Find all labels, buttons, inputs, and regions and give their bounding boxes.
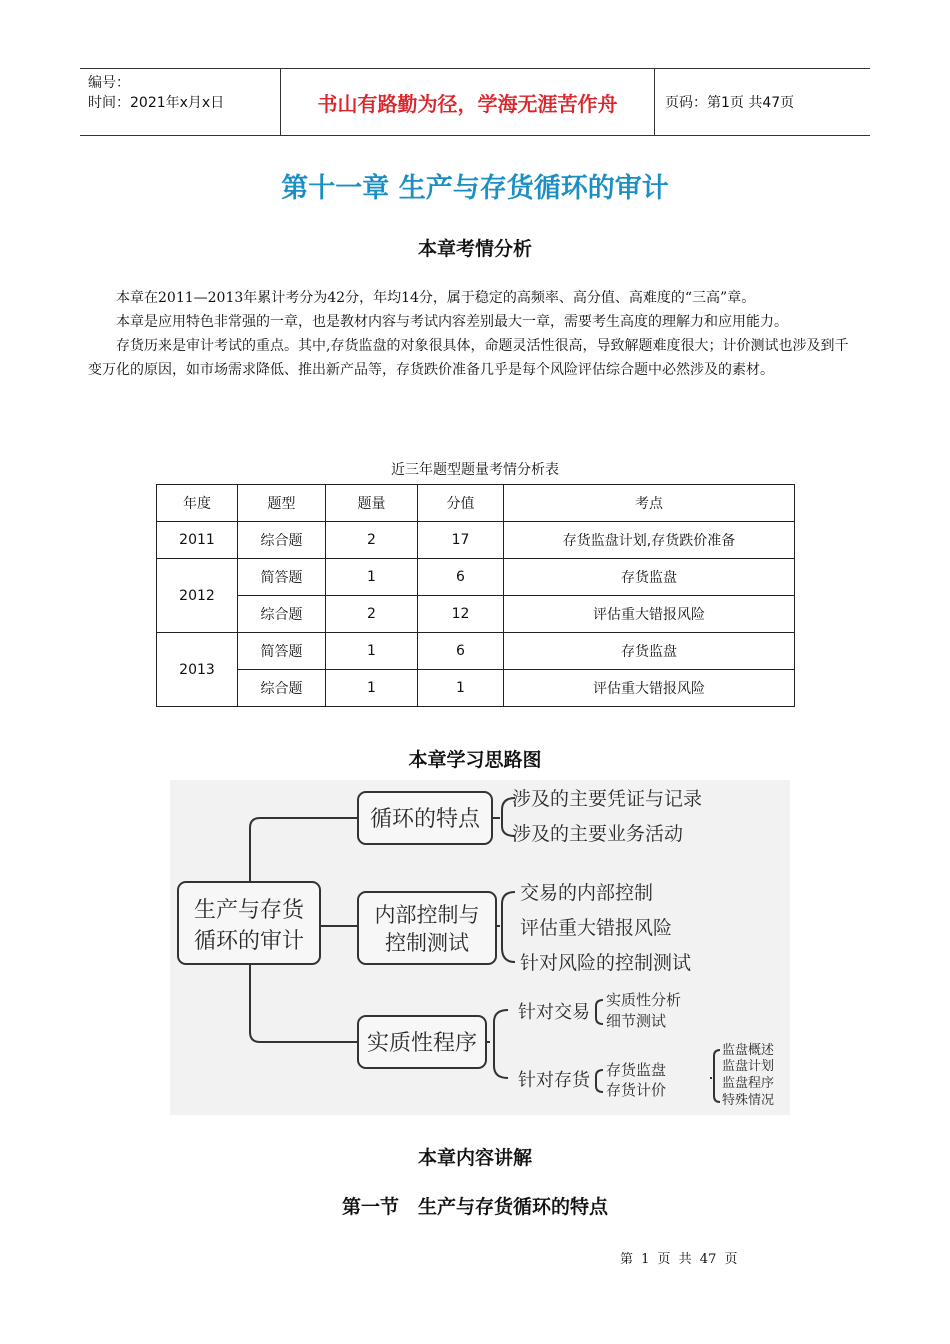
analysis-paragraphs (88, 286, 862, 382)
table-row (157, 596, 795, 633)
sub1-label: 针对交易 (518, 1002, 590, 1023)
branch2-label-line1: 内部控制与 (374, 903, 480, 927)
header-cell: 分值 (418, 485, 504, 522)
count-cell: 2 (326, 522, 418, 559)
sub2-label: 针对存货 (518, 1070, 590, 1091)
root-label-line2: 循环的审计 (193, 929, 305, 954)
table-row (157, 633, 795, 670)
branch2-item: 评估重大错报风险 (520, 917, 673, 939)
analysis-heading: 本章考情分析 (417, 238, 532, 260)
header-motto: 书山有路勤为径，学海无涯苦作舟 (281, 69, 655, 135)
count-cell: 1 (326, 559, 418, 596)
connector-branch3-subs (486, 1010, 508, 1078)
header-cell: 题型 (238, 485, 326, 522)
connector-detail-items (710, 1050, 720, 1102)
type-cell: 综合题 (238, 596, 326, 633)
branch1-label: 循环的特点 (369, 807, 481, 832)
chapter-title: 第十一章 生产与存货循环的审计 (281, 173, 669, 204)
connector-branch2-items (496, 892, 515, 962)
mindmap-diagram (170, 780, 790, 1115)
header-cell: 考点 (504, 485, 795, 522)
point-cell: 存货监盘 (504, 559, 795, 596)
detail-item: 特殊情况 (722, 1093, 775, 1108)
count-cell: 1 (326, 633, 418, 670)
table-header-row (157, 485, 795, 522)
score-cell: 12 (418, 596, 504, 633)
type-cell: 简答题 (238, 633, 326, 670)
score-cell: 1 (418, 670, 504, 707)
branch3-label: 实质性程序 (366, 1031, 478, 1056)
sub2-item: 存货计价 (606, 1081, 667, 1099)
score-cell: 17 (418, 522, 504, 559)
sub1-item: 实质性分析 (606, 991, 682, 1009)
table-caption: 近三年题型题量考情分析表 (391, 462, 559, 478)
type-cell: 简答题 (238, 559, 326, 596)
connector-branch3 (250, 964, 358, 1042)
time-label: 时间：2021年x月x日 (88, 95, 225, 111)
content-heading: 本章内容讲解 (417, 1147, 532, 1169)
type-cell: 综合题 (238, 522, 326, 559)
mindmap-svg (170, 780, 790, 1115)
year-cell: 2013 (157, 633, 238, 707)
branch1-item: 涉及的主要业务活动 (512, 823, 684, 845)
sub2-item: 存货监盘 (606, 1061, 667, 1079)
branch2-item: 交易的内部控制 (520, 882, 654, 904)
point-cell: 存货监盘计划,存货跌价准备 (504, 522, 795, 559)
connector-branch1 (250, 818, 358, 882)
score-cell: 6 (418, 633, 504, 670)
exam-analysis-table (156, 484, 795, 707)
year-cell: 2012 (157, 559, 238, 633)
mindmap-heading: 本章学习思路图 (408, 749, 542, 771)
root-label-line1: 生产与存货 (193, 898, 305, 923)
year-cell: 2011 (157, 522, 238, 559)
branch2-item: 针对风险的控制测试 (520, 952, 692, 974)
connector-sub2-items (596, 1070, 603, 1092)
detail-item: 监盘计划 (722, 1059, 775, 1074)
table-row (157, 522, 795, 559)
table-row (157, 670, 795, 707)
point-cell: 评估重大错报风险 (504, 596, 795, 633)
header-page-info: 页码：第1页 共47页 (665, 95, 795, 111)
paragraph-2: 本章是应用特色非常强的一章，也是教材内容与考试内容差别最大一章，需要考生高度的理解力和应用能力。 (116, 314, 788, 330)
score-cell: 6 (418, 559, 504, 596)
branch1-item: 涉及的主要凭证与记录 (512, 788, 703, 810)
connector-sub1-items (596, 1000, 603, 1024)
point-cell: 存货监盘 (504, 633, 795, 670)
document-header (80, 68, 870, 136)
header-cell: 年度 (157, 485, 238, 522)
type-cell: 综合题 (238, 670, 326, 707)
count-cell: 2 (326, 596, 418, 633)
count-cell: 1 (326, 670, 418, 707)
detail-item: 监盘程序 (722, 1076, 775, 1091)
paragraph-1: 本章在2011—2013年累计考分为42分，年均14分，属于稳定的高频率、高分值、高难度的“三高”章。 (116, 290, 756, 306)
sub1-item: 细节测试 (606, 1012, 667, 1030)
page-footer: 第 1 页 共 47 页 (620, 1252, 738, 1267)
number-label: 编号： (88, 75, 130, 91)
detail-item: 监盘概述 (722, 1043, 775, 1058)
branch2-label-line2: 控制测试 (385, 931, 469, 955)
header-meta (80, 69, 281, 135)
point-cell: 评估重大错报风险 (504, 670, 795, 707)
first-section-heading: 第一节 生产与存货循环的特点 (341, 1196, 608, 1218)
header-cell: 题量 (326, 485, 418, 522)
paragraph-3: 存货历来是审计考试的重点。其中,存货监盘的对象很具体，命题灵活性很高，导致解题难度很大；计价测试也涉及到千变万化的原因，如市场需求降低、推出新产品等，存货跌价准备几乎是每个风险评估综合题中必然涉及的素材。 (88, 338, 849, 378)
table-row (157, 559, 795, 596)
